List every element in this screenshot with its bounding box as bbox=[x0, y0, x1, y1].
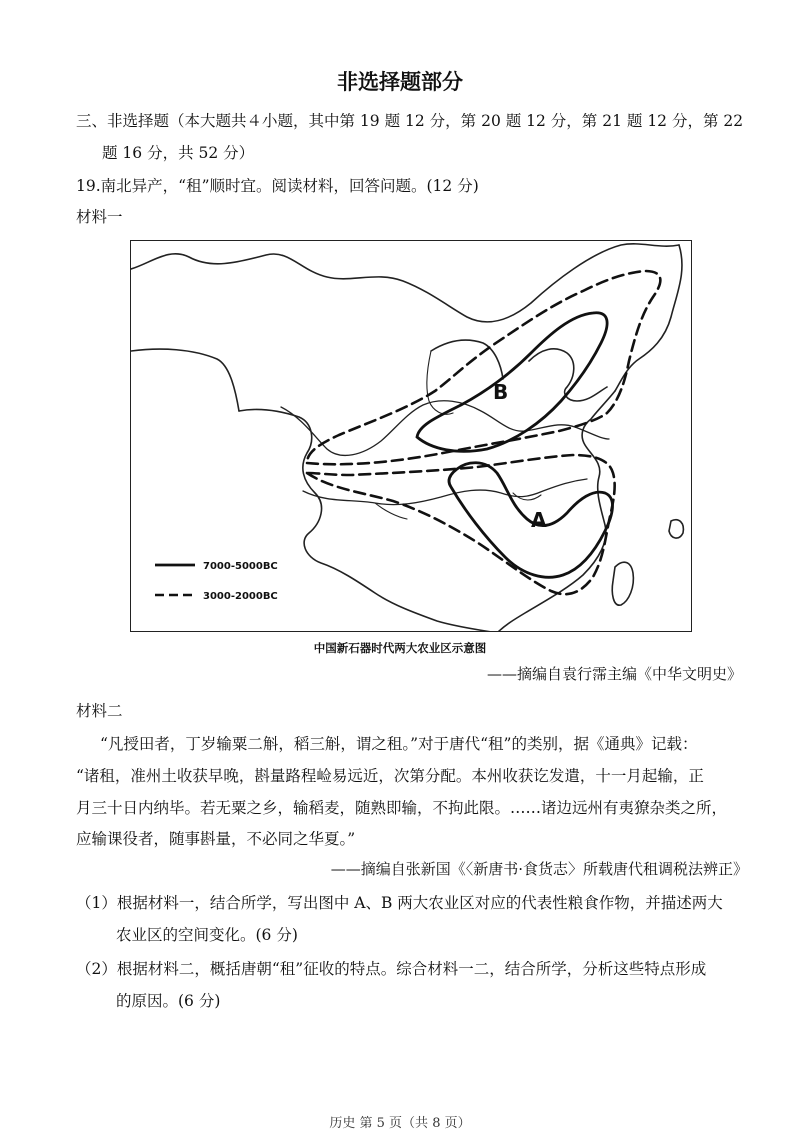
country-borders bbox=[131, 244, 683, 632]
map-caption: 中国新石器时代两大农业区示意图 bbox=[313, 641, 487, 655]
section-title: 非选择题部分 bbox=[337, 70, 463, 94]
material2-line2: “诸租，准州土收获早晚，斟量路程崄易远近，次第分配。本州收获讫发遣，十一月起输，正 bbox=[76, 767, 704, 785]
material2-heading: 材料二 bbox=[76, 702, 123, 720]
legend-solid-label: 7000-5000BC bbox=[203, 561, 278, 572]
agriculture-map bbox=[130, 240, 692, 632]
page-footer: 历史 第 5 页（共 8 页） bbox=[329, 1116, 471, 1131]
q2-line1: （2）根据材料二，概括唐朝“租”征收的特点。综合材料一二，结合所学，分析这些特点形成 bbox=[76, 960, 707, 978]
material2-line3: 月三十日内纳毕。若无粟之乡，输稻麦，随熟即输，不拘此限。……诸边远州有夷獠杂类之所， bbox=[76, 799, 728, 817]
legend-dashed-label: 3000-2000BC bbox=[203, 591, 278, 602]
q1-line2: 农业区的空间变化。(6 分) bbox=[116, 926, 298, 944]
section-header-line1: 三、非选择题（本大题共４小题，其中第 19 题 12 分，第 20 题 12 分，第 21 题 12 分，第 22 bbox=[76, 112, 744, 130]
map-svg bbox=[131, 241, 692, 632]
material2-line1: “凡授田者，丁岁输粟二斛，稻三斛，谓之租。”对于唐代“租”的类别，据《通典》记载： bbox=[100, 735, 698, 753]
question-19: 19.南北异产，“租”顺时宜。阅读材料，回答问题。(12 分) bbox=[76, 177, 479, 195]
zone-b-label: B bbox=[493, 380, 509, 404]
material2-line4: 应输课役者，随事斟量，不必同之华夏。” bbox=[76, 830, 356, 848]
q2-line2: 的原因。(6 分) bbox=[116, 992, 221, 1010]
dashed-zone-b bbox=[307, 271, 660, 464]
section-header-line2: 题 16 分，共 52 分） bbox=[102, 144, 255, 162]
material1-source: ——摘编自袁行霈主编《中华文明史》 bbox=[486, 665, 742, 683]
solid-zones bbox=[417, 313, 613, 577]
map-legend bbox=[155, 561, 278, 602]
q1-line1: （1）根据材料一，结合所学，写出图中 A、B 两大农业区对应的代表性粮食作物，并描述两大 bbox=[76, 894, 723, 912]
zone-a-label: A bbox=[531, 508, 547, 532]
material2-source: ——摘编自张新国《〈新唐书·食货志〉所载唐代租调税法辨正》 bbox=[330, 860, 748, 878]
material1-heading: 材料一 bbox=[76, 208, 123, 226]
